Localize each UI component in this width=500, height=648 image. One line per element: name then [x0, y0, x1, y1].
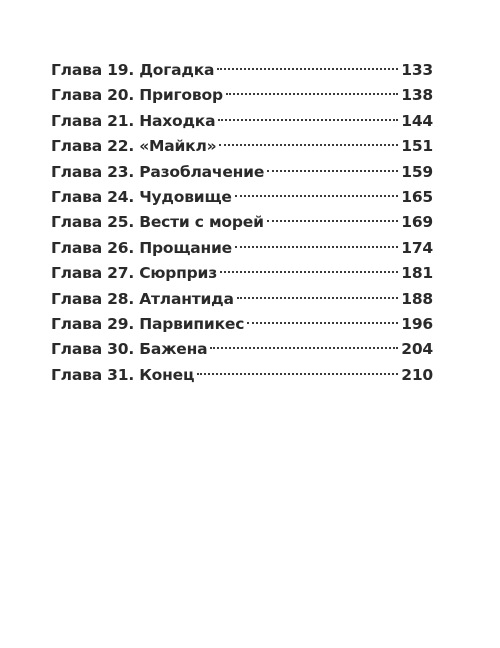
page-number: 159	[401, 162, 433, 181]
dot-leader	[235, 246, 398, 248]
chapter-title: Глава 28. Атлантида	[51, 289, 234, 308]
chapter-title: Глава 23. Разоблачение	[51, 162, 265, 181]
chapter-title: Глава 22. «Майкл»	[51, 137, 217, 156]
chapter-title: Глава 19. Догадка	[51, 61, 215, 79]
toc-entry	[51, 134, 433, 159]
page-number: 210	[401, 365, 433, 384]
page-number: 165	[401, 187, 433, 206]
toc-entry	[51, 261, 433, 286]
toc-entry	[51, 210, 433, 235]
toc-entry	[51, 236, 433, 261]
dot-leader	[197, 373, 398, 375]
page-number: 181	[401, 264, 433, 283]
dot-leader	[210, 347, 398, 349]
toc-entry	[51, 160, 433, 185]
dot-leader	[220, 271, 398, 273]
toc-entry	[51, 83, 433, 108]
page-number: 174	[401, 238, 433, 257]
dot-leader	[235, 195, 399, 197]
toc-entry	[51, 287, 433, 312]
chapter-title: Глава 31. Конец	[51, 365, 195, 384]
page-number: 188	[401, 289, 433, 308]
toc-entry	[51, 185, 433, 210]
chapter-title: Глава 27. Сюрприз	[51, 264, 218, 283]
chapter-title: Глава 24. Чудовище	[51, 187, 232, 206]
toc-entry	[51, 312, 433, 337]
dot-leader	[217, 68, 398, 70]
page-number: 144	[401, 111, 433, 130]
chapter-title: Глава 21. Находка	[51, 111, 216, 130]
dot-leader	[218, 119, 398, 121]
page-number: 138	[401, 86, 433, 105]
dot-leader	[237, 297, 399, 299]
dot-leader	[267, 170, 398, 172]
page-number: 196	[401, 314, 433, 333]
chapter-title: Глава 29. Парвипикес	[51, 314, 245, 333]
dot-leader	[247, 322, 398, 324]
page-number: 133	[401, 61, 433, 79]
dot-leader	[226, 93, 398, 95]
chapter-title: Глава 26. Прощание	[51, 238, 232, 257]
toc-entry	[51, 109, 433, 134]
dot-leader	[267, 220, 399, 222]
chapter-title: Глава 20. Приговор	[51, 86, 223, 105]
chapter-title: Глава 30. Бажена	[51, 340, 208, 359]
dot-leader	[219, 144, 398, 146]
page-number: 169	[401, 213, 433, 232]
toc-entry	[51, 337, 433, 362]
toc-entry	[51, 363, 433, 388]
table-of-contents	[51, 58, 433, 388]
page-number: 151	[401, 137, 433, 156]
page-number: 204	[401, 340, 433, 359]
toc-entry	[51, 58, 433, 83]
chapter-title: Глава 25. Вести с морей	[51, 213, 264, 232]
